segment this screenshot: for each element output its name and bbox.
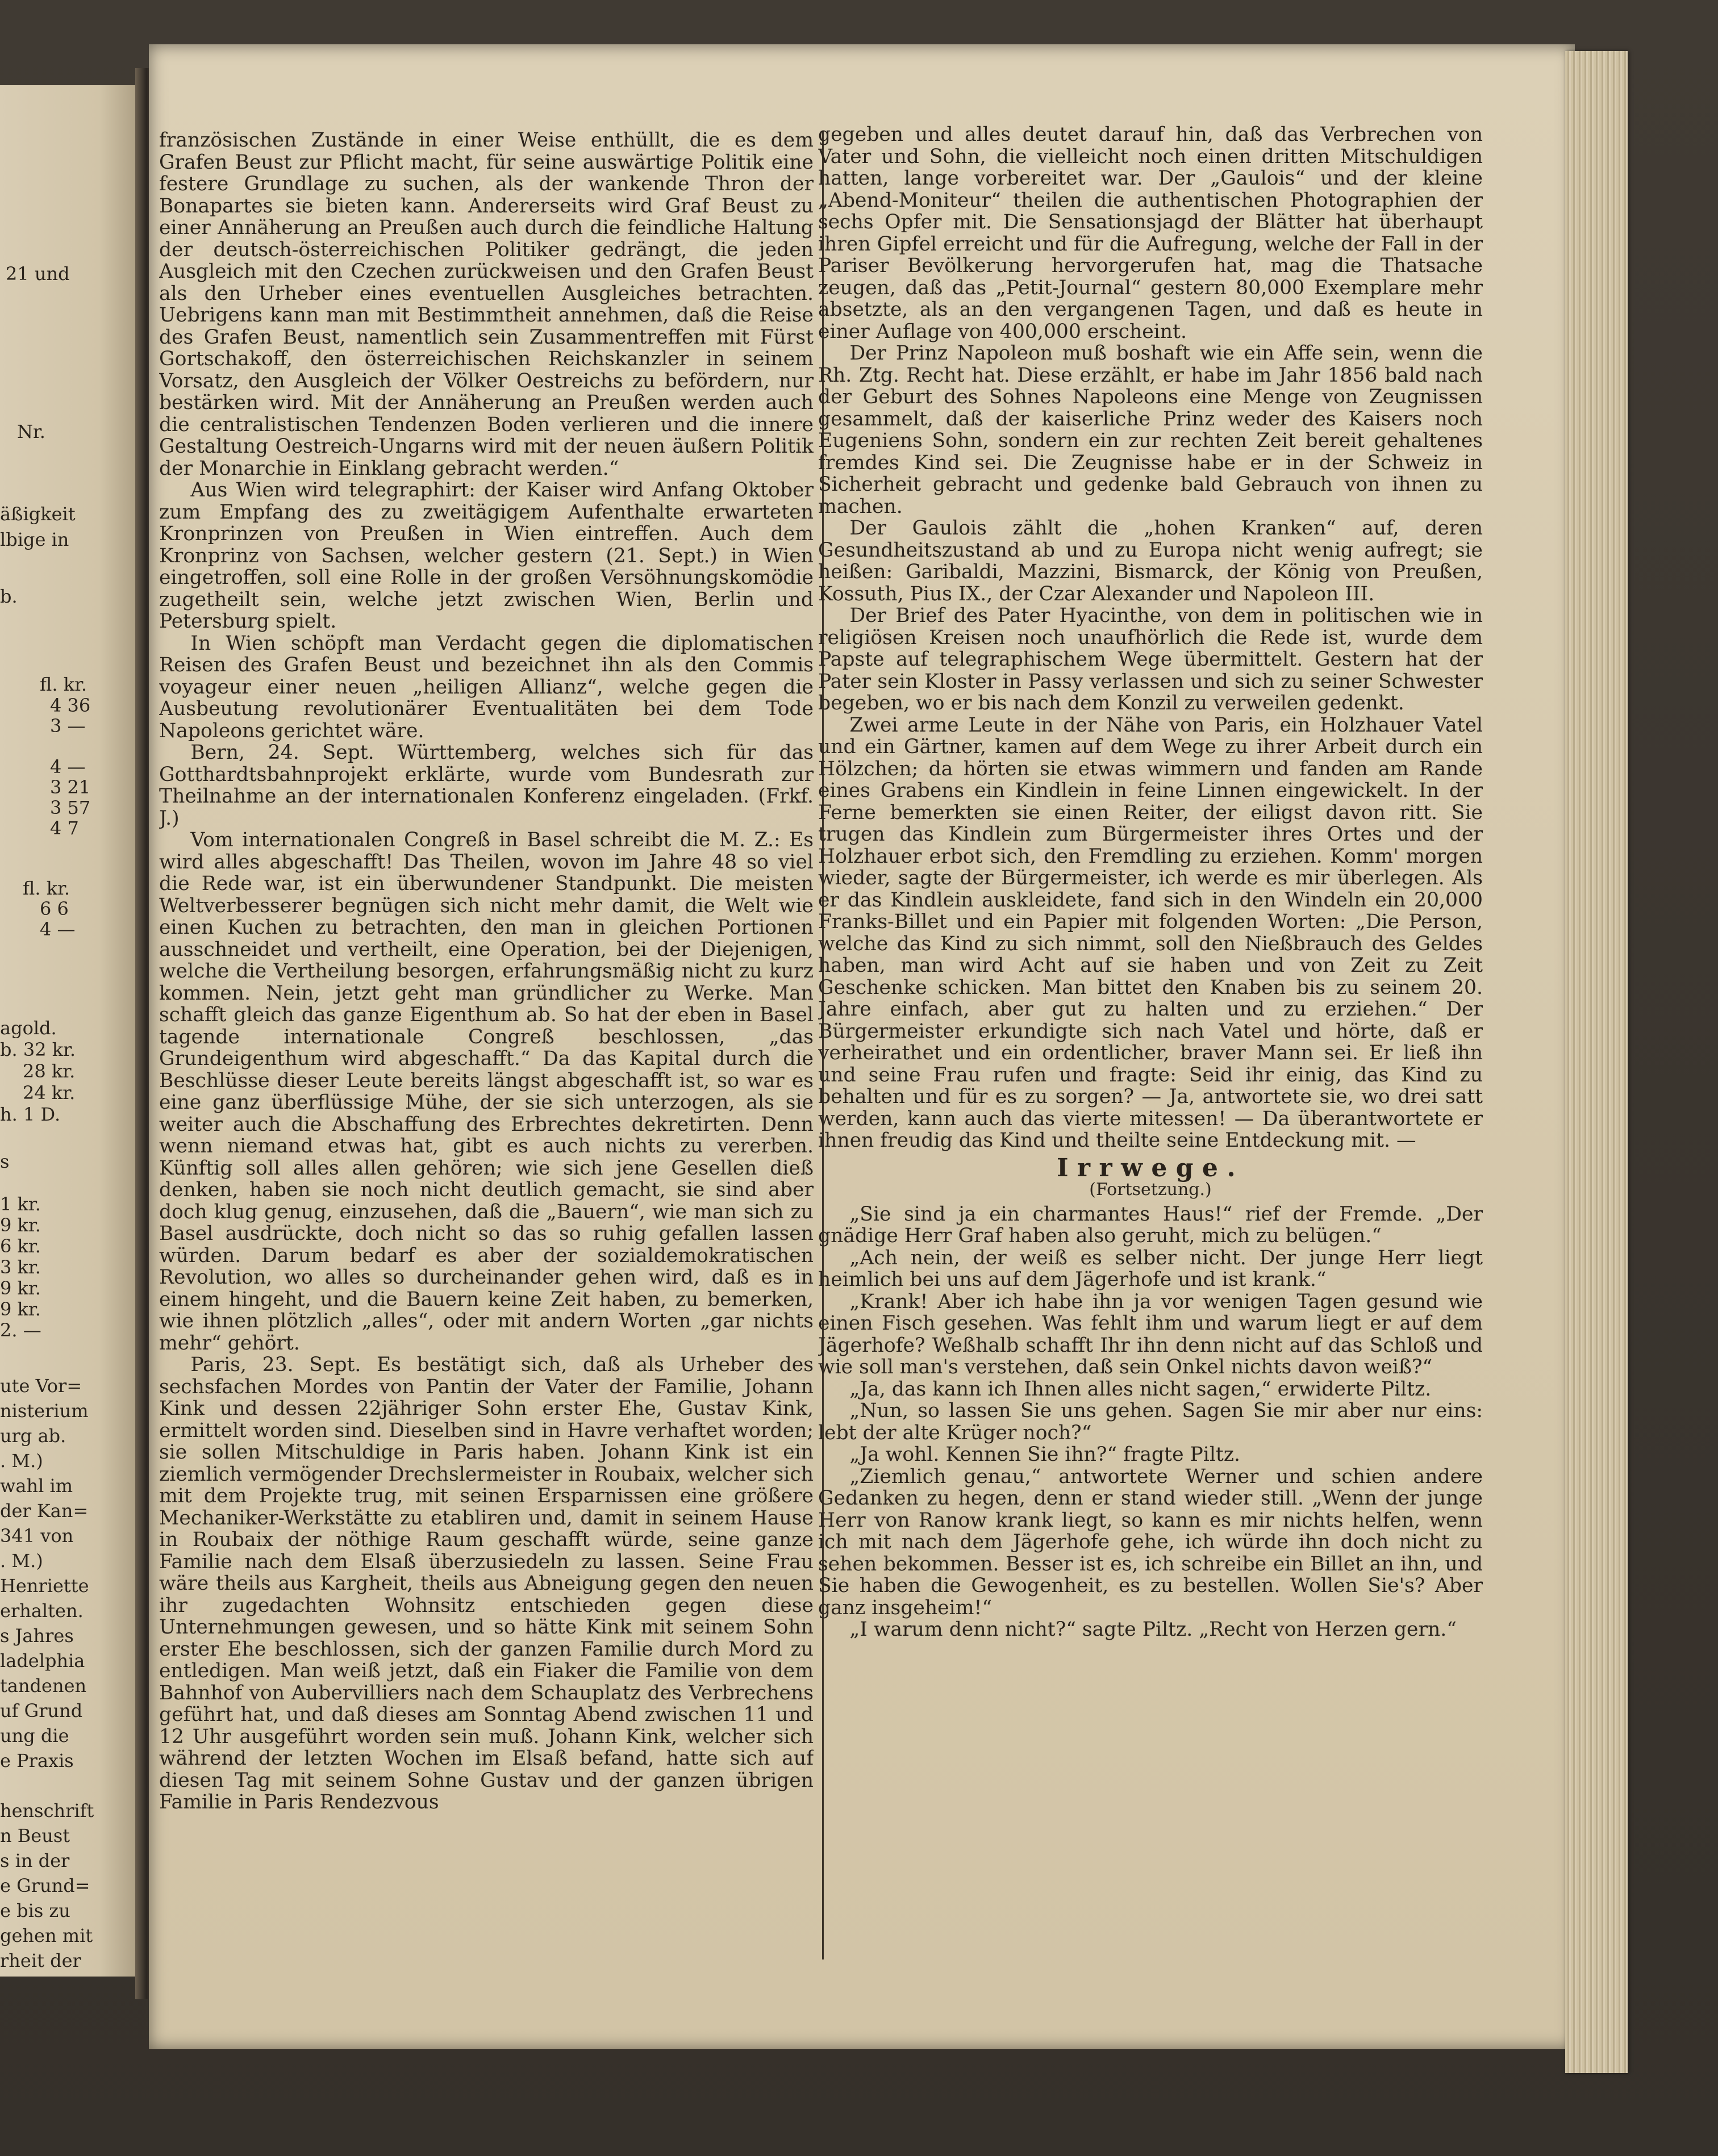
- left-page-fragment: rheit der: [0, 1950, 81, 1971]
- left-page-fragment: 1 kr.: [0, 1193, 41, 1215]
- left-page-fragment: 28 kr.: [23, 1060, 76, 1082]
- left-page-fragment: b.: [0, 586, 18, 607]
- article-paragraph: französischen Zustände in einer Weise enthüllt, die es dem Grafen Beust zur Pflicht macht, für seine auswärtige Politik eine festere Grundlage zu suchen, als der wankende Thron der Bonapartes sie bieten kann. Andererseits wird Graf Beust zu einer Annäherung an Preußen auch durch die feindliche Haltung der deutsch-österreichischen Politiker gedrängt, die jeden Ausgleich mit den Czechen zurückweisen und den Grafen Beust als den Urheber eines eventuellen Ausgleiches betrachten. Uebrigens kann man mit Bestimmtheit annehmen, daß die Reise des Grafen Beust, namentlich sein Zusammentreffen mit Fürst Gortschakoff, den österreichischen Reichskanzler in seinem Vorsatz, den Ausgleich der Völker Oestreichs zu befördern, nur bestärken wird. Mit der Annäherung an Preußen werden auch die centralistischen Tendenzen Boden verlieren und die innere Gestaltung Oestreich-Ungarns wird mit der neuen äußern Politik der Monarchie in Einklang gebracht werden.“: [159, 129, 814, 480]
- page-edges: [1565, 51, 1628, 2073]
- left-page-fragment: 6 kr.: [0, 1235, 41, 1257]
- left-page-fragment: äßigkeit: [0, 503, 76, 525]
- left-page-fragment: 3 —: [50, 715, 86, 737]
- left-column: [159, 129, 814, 1987]
- left-page-fragment: ung die: [0, 1725, 69, 1746]
- left-page-fragment: 4 —: [40, 918, 76, 940]
- article-paragraph: Zwei arme Leute in der Nähe von Paris, ein Holzhauer Vatel und ein Gärtner, kamen auf dem Wege zu ihrer Arbeit durch ein Hölzchen; da hörten sie etwas wimmern und fanden am Rande eines Grabens ein Kindlein in feine Linnen eingewickelt. In der Ferne bemerkten sie einen Reiter, der eiligst davon ritt. Sie trugen das Kindlein zum Bürgermeister ihres Ortes und der Holzhauer erbot sich, den Fremdling zu erziehen. Komm' morgen wieder, sagte der Bürgermeister, ich werde es mir überlegen. Als er das Kindlein auskleidete, fand sich in den Windeln ein 20,000 Franks-Billet und ein Papier mit folgenden Worten: „Die Person, welche das Kind zu sich nimmt, soll den Nießbrauch des Geldes haben, man wird Acht auf sie haben und von Zeit zu Zeit Geschenke schicken. Man bittet den Knaben bis zu seinem 20. Jahre einfach, aber gut zu halten und zu erziehen.“ Der Bürgermeister erkundigte sich nach Vatel und hörte, daß er verheirathet und ein ordentlicher, braver Mann sei. Er ließ ihn und seine Frau rufen und fragte: Seid ihr einig, das Kind zu behalten und für es zu sorgen? — Ja, antwortete sie, wo drei satt werden, kann auch das vierte mitessen! — Da überantwortete er ihnen freudig das Kind und theilte seine Entdeckung mit. —: [818, 713, 1483, 1152]
- left-page-fragment: Nr.: [17, 421, 45, 442]
- left-page-fragment: tandenen: [0, 1675, 87, 1697]
- left-page-fragment: 21 und: [6, 263, 70, 285]
- left-page-fragment: s: [0, 1151, 10, 1172]
- story-paragraph: „Ja wohl. Kennen Sie ihn?“ fragte Piltz.: [849, 1443, 1241, 1466]
- left-page-fragment: gehen mit: [0, 1925, 93, 1946]
- left-page-fragment: der Kan=: [0, 1500, 89, 1522]
- story-paragraph: „Krank! Aber ich habe ihn ja vor wenigen Tagen gesund wie einen Fisch gesehen. Was fehlt ihm und warum liegt er auf dem Jägerhofe? Weßhalb schafft Ihr ihn denn nicht auf das Schloß und wie soll man's verstehen, daß sein Onkel nichts davon weiß?“: [818, 1290, 1483, 1378]
- left-page-fragment: 9 kr.: [0, 1277, 41, 1299]
- left-page-fragment: nisterium: [0, 1400, 89, 1422]
- left-page-fragment: e Praxis: [0, 1750, 74, 1771]
- left-page-fragment: e bis zu: [0, 1900, 70, 1921]
- article-paragraph: Aus Wien wird telegraphirt: der Kaiser wird Anfang Oktober zum Empfang des zu zweitägigem Aufenthalte erwarteten Kronprinzen von Preußen in Wien eintreffen. Auch dem Kronprinz von Sachsen, welcher gestern (21. Sept.) in Wien eingetroffen, soll eine Rolle in der großen Versöhnungskomödie zugetheilt sein, welche jetzt zwischen Wien, Berlin und Petersburg spielt.: [159, 479, 814, 633]
- left-page-fragment: h. 1 D.: [0, 1104, 61, 1125]
- left-page-fragment: agold.: [0, 1017, 57, 1039]
- left-page-fragment: . M.): [0, 1450, 43, 1472]
- left-page-fragment: b. 32 kr.: [0, 1039, 76, 1060]
- left-page-fragment: Henriette: [0, 1575, 89, 1597]
- left-page-fragment: 4 —: [50, 756, 86, 778]
- story-paragraph: „Sie sind ja ein charmantes Haus!“ rief der Fremde. „Der gnädige Herr Graf haben also geruht, mich zu belügen.“: [818, 1202, 1483, 1247]
- left-page-fragment: erhalten.: [0, 1600, 84, 1622]
- left-page-fragment: lbige in: [0, 529, 69, 550]
- story-paragraph: „Ach nein, der weiß es selber nicht. Der junge Herr liegt heimlich bei uns auf dem Jägerhofe und ist krank.“: [818, 1246, 1483, 1291]
- left-page-fragment: 2. —: [0, 1319, 41, 1341]
- story-heading: Irrwege.: [1056, 1153, 1245, 1183]
- left-page-fragment: 4 36: [50, 695, 91, 716]
- left-page-fragment: s in der: [0, 1850, 70, 1871]
- story-paragraph: „Ziemlich genau,“ antwortete Werner und schien andere Gedanken zu hegen, denn er stand wieder still. „Wenn der junge Herr von Ranow krank liegt, so kann es mir nichts helfen, wenn ich mit nach dem Jägerhofe gehe, ich würde ihn doch nicht zu sehen bekommen. Besser ist es, ich schreibe ein Billet an ihn, und Sie haben die Gewogenheit, es zu bestellen. Wollen Sie's? Aber ganz insgeheim!“: [818, 1465, 1483, 1619]
- story-paragraph: „I warum denn nicht?“ sagte Piltz. „Recht von Herzen gern.“: [849, 1618, 1457, 1641]
- left-page-fragment: 341 von: [0, 1525, 74, 1547]
- story-paragraph: „Nun, so lassen Sie uns gehen. Sagen Sie mir aber nur eins: lebt der alte Krüger noch?“: [818, 1399, 1483, 1444]
- left-page-fragment: 4 7: [50, 817, 79, 839]
- left-page-fragment: 9 kr.: [0, 1214, 41, 1236]
- article-paragraph: Paris, 23. Sept. Es bestätigt sich, daß als Urheber des sechsfachen Mordes von Pantin der Vater der Familie, Johann Kink und dessen 22jähriger Sohn erster Ehe, Gustav Kink, ermittelt worden sind. Dieselben sind in Havre verhaftet worden; sie sollen Mitschuldige in Paris haben. Johann Kink ist ein ziemlich vermögender Drechslermeister in Roubaix, welcher sich mit dem Projekte trug, mit seinen Ersparnissen eine größere Mechaniker-Werkstätte zu etabliren und, damit in seinem Hause in Roubaix der nöthige Raum geschafft würde, seine ganze Familie nach dem Elsaß überzusiedeln zu lassen. Seine Frau wäre theils aus Kargheit, theils aus Abneigung gegen den neuen ihr zugedachten Wohnsitz entschieden gegen diese Unternehmungen gewesen, und so hätte Kink mit seinem Sohn erster Ehe beschlossen, sich der ganzen Familie durch Mord zu entledigen. Man weiß jetzt, daß ein Fiaker die Familie von dem Bahnhof von Aubervilliers nach dem Schauplatz des Verbrechens geführt hat, und daß dieses am Sonntag Abend zwischen 11 und 12 Uhr ausgeführt worden sein muß. Johann Kink, welcher sich während der letzten Wochen im Elsaß befand, hatte sich auf diesen Tag mit seinem Sohne Gustav und der ganzen übrigen Familie in Paris Rendezvous: [159, 1353, 814, 1814]
- previous-page-fragment: [0, 85, 142, 1977]
- right-column: [818, 124, 1483, 1981]
- story-paragraph: „Ja, das kann ich Ihnen alles nicht sagen,“ erwiderte Piltz.: [849, 1377, 1432, 1401]
- left-page-fragment: 3 57: [50, 797, 91, 818]
- left-page-fragment: henschrift: [0, 1800, 94, 1821]
- article-paragraph: Vom internationalen Congreß in Basel schreibt die M. Z.: Es wird alles abgeschafft! Das Theilen, wovon im Jahre 48 so viel die Rede war, ist ein überwundener Standpunkt. Die meisten Weltverbesserer begnügen sich nicht mehr damit, die Welt wie einen Kuchen zu betrachten, den man in gleichen Portionen ausschneidet und vertheilt, eine Operation, bei der Diejenigen, welche die Vertheilung besorgen, erfahrungsmäßig nicht zu kurz kommen. Nein, jetzt geht man gründlicher zu Werke. Man schafft gleich das ganze Eigenthum ab. So hat der eben in Basel tagende internationale Congreß beschlossen, „das Grundeigenthum wird abgeschafft.“ Da das Kapital durch die Beschlüsse dieser Leute bereits längst abgeschafft ist, so war es eine ganz überflüssige Mühe, der sie sich unterzogen, als sie weiter auch die Abschaffung des Erbrechtes dekretirten. Denn wenn niemand etwas hat, gibt es auch nichts zu vererben. Künftig soll alles allen gehören; wie sich jene Gesellen dieß denken, haben sie noch nicht deutlich gemacht, sie sind aber doch klug genug, einzusehen, daß die „Bauern“, wie man sich zu Basel ausdrückte, doch nicht so das so ruhig gefallen lassen würden. Darum bedarf es aber der sozialdemokratischen Revolution, wo alles so durcheinander gehen wird, daß es in einem hingeht, und die Bauern keine Zeit haben, zu bemerken, wie ihnen plötzlich „alles“, oder mit andern Worten „gar nichts mehr“ gehört.: [159, 829, 814, 1355]
- left-page-fragment: ladelphia: [0, 1650, 85, 1672]
- article-paragraph: Bern, 24. Sept. Württemberg, welches sich für das Gotthardtsbahnprojekt erklärte, wurde vom Bundesrath zur Theilnahme an der internationalen Konferenz eingeladen. (Frkf. J.): [159, 741, 814, 830]
- left-page-fragment: 6 6: [40, 898, 69, 920]
- left-page-fragment: e Grund=: [0, 1875, 90, 1896]
- left-page-fragment: . M.): [0, 1550, 43, 1572]
- article-paragraph: Der Gaulois zählt die „hohen Kranken“ auf, deren Gesundheitszustand ab und zu Europa nicht wenig aufregt; sie heißen: Garibaldi, Mazzini, Bismarck, der König von Preußen, Kossuth, Pius IX., der Czar Alexander und Napoleon III.: [818, 517, 1483, 605]
- left-page-fragment: fl. kr.: [23, 878, 70, 899]
- article-paragraph: gegeben und alles deutet darauf hin, daß das Verbrechen von Vater und Sohn, die vielleicht noch einen dritten Mitschuldigen hatten, lange vorbereitet war. Der „Gaulois“ und der kleine „Abend-Moniteur“ theilen die authentischen Photographien der sechs Opfer mit. Die Sensationsjagd der Blätter hat überhaupt ihren Gipfel erreicht und für die Aufregung, welche der Fall in der Pariser Bevölkerung hervorgerufen hat, mag die Thatsache zeugen, daß das „Petit-Journal“ gestern 80,000 Exemplare mehr absetzte, als an den vergangenen Tagen, und daß es heute in einer Auflage von 400,000 erscheint.: [818, 124, 1483, 343]
- left-page-fragment: ute Vor=: [0, 1375, 82, 1397]
- left-page-fragment: 24 kr.: [23, 1082, 76, 1104]
- left-page-fragment: fl. kr.: [40, 674, 87, 695]
- left-page-fragment: n Beust: [0, 1825, 70, 1846]
- article-paragraph: Der Prinz Napoleon muß boshaft wie ein Affe sein, wenn die Rh. Ztg. Recht hat. Diese erzählt, er habe im Jahr 1856 bald nach der Geburt des Sohnes Napoleons eine Menge von Zeugnissen gesammelt, daß der kaiserliche Prinz weder des Kaisers noch Eugeniens Sohn, sondern ein zur rechten Zeit bereit gehaltenes fremdes Kind sei. Die Zeugnisse habe er in der Schweiz in Sicherheit gebracht und gedenke bald Gebrauch von ihnen zu machen.: [818, 342, 1483, 518]
- left-page-fragment: urg ab.: [0, 1425, 66, 1447]
- article-paragraph: In Wien schöpft man Verdacht gegen die diplomatischen Reisen des Grafen Beust und bezeichnet ihn als den Commis voyageur einer neuen „heiligen Allianz“, welche gegen die Ausbeutung revolutionärer Eventualitäten bei dem Tode Napoleons gerichtet wäre.: [159, 632, 814, 742]
- left-page-fragment: 3 21: [50, 776, 91, 798]
- left-page-fragment: 9 kr.: [0, 1298, 41, 1320]
- left-page-fragment: 3 kr.: [0, 1256, 41, 1278]
- article-paragraph: Der Brief des Pater Hyacinthe, von dem in politischen wie in religiösen Kreisen noch unaufhörlich die Rede ist, wurde dem Papste auf telegraphischem Wege übermittelt. Gestern hat der Pater sein Kloster in Passy verlassen und sich zu seiner Schwester begeben, wo er bis nach dem Konzil zu verweilen gedenkt.: [818, 604, 1483, 715]
- story-subheading: (Fortsetzung.): [1089, 1180, 1212, 1200]
- left-page-fragment: s Jahres: [0, 1625, 74, 1647]
- left-page-fragment: uf Grund: [0, 1700, 83, 1722]
- left-page-fragment: wahl im: [0, 1475, 73, 1497]
